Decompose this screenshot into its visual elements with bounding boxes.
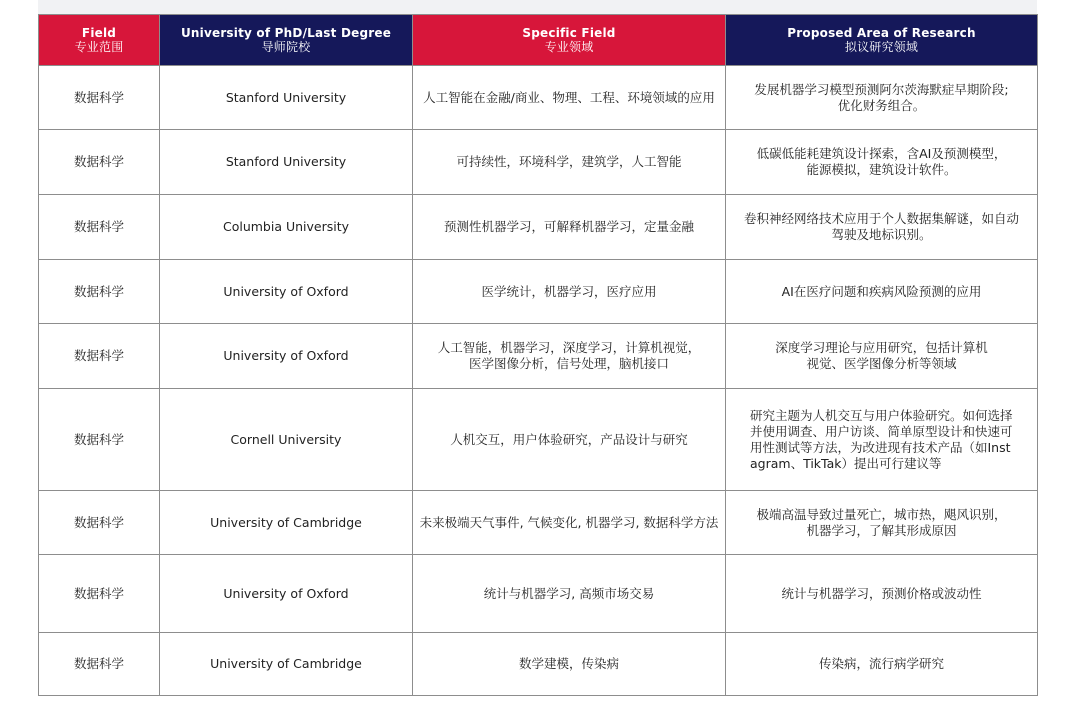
cell-specific-field-line: 人工智能，机器学习，深度学习，计算机视觉， bbox=[437, 340, 701, 355]
header-field bbox=[39, 15, 160, 66]
header-research-area bbox=[726, 15, 1038, 66]
cell-specific-field bbox=[413, 260, 726, 324]
cell-field bbox=[39, 324, 160, 389]
cell-research-area-line: 驾驶及地标识别。 bbox=[831, 227, 932, 242]
cell-specific-field bbox=[413, 491, 726, 555]
cell-research-area-line: 深度学习理论与应用研究，包括计算机 bbox=[775, 340, 988, 355]
cell-research-area-line: 卷积神经网络技术应用于个人数据集解谜，如自动 bbox=[743, 211, 1019, 226]
cell-field bbox=[39, 195, 160, 260]
top-banner-strip bbox=[38, 0, 1037, 14]
cell-specific-field-line: 预测性机器学习，可解释机器学习，定量金融 bbox=[443, 219, 694, 234]
cell-research-area bbox=[726, 324, 1038, 389]
cell-university bbox=[160, 66, 413, 130]
cell-field bbox=[39, 633, 160, 696]
cell-specific-field-line: 统计与机器学习, 高频市场交易 bbox=[483, 585, 655, 601]
cell-university bbox=[160, 195, 413, 260]
cell-research-area-line: 研究主题为人机交互与用户体验研究。如何选择 bbox=[750, 407, 1013, 423]
cell-research-area-line: 传染病，流行病学研究 bbox=[818, 656, 944, 671]
table-row bbox=[39, 555, 1038, 633]
cell-research-area-line: 统计与机器学习，预测价格或波动性 bbox=[781, 585, 982, 601]
table-row bbox=[39, 195, 1038, 260]
cell-university-line: Columbia University bbox=[222, 219, 350, 234]
cell-specific-field bbox=[413, 66, 726, 130]
cell-university bbox=[160, 130, 413, 195]
cell-field bbox=[39, 130, 160, 195]
cell-field-line: 数据科学 bbox=[73, 431, 124, 447]
header-university-cn: 导师院校 bbox=[261, 40, 311, 54]
header-university-en: University of PhD/Last Degree bbox=[180, 26, 392, 40]
table-row bbox=[39, 389, 1038, 491]
cell-research-area-line: 能源模拟，建筑设计软件。 bbox=[806, 162, 957, 177]
cell-research-area bbox=[726, 66, 1038, 130]
cell-research-area bbox=[726, 260, 1038, 324]
cell-university bbox=[160, 389, 413, 491]
cell-specific-field bbox=[413, 555, 726, 633]
cell-research-area-line: 优化财务组合。 bbox=[837, 97, 926, 113]
cell-university bbox=[160, 633, 413, 696]
header-research-area-cn: 拟议研究领域 bbox=[844, 40, 919, 54]
cell-field-line: 数据科学 bbox=[73, 348, 124, 363]
cell-research-area-line: 极端高温导致过量死亡，城市热，飓风识别， bbox=[756, 506, 1007, 522]
header-specific-field-en: Specific Field bbox=[522, 26, 616, 40]
cell-university-line: Stanford University bbox=[225, 154, 347, 169]
cell-research-area-line: AI在医疗问题和疾病风险预测的应用 bbox=[781, 283, 982, 299]
cell-university-line: University of Oxford bbox=[223, 348, 349, 363]
cell-specific-field-line: 可持续性，环境科学，建筑学，人工智能 bbox=[456, 154, 682, 169]
cell-field-line: 数据科学 bbox=[73, 656, 124, 671]
cell-university bbox=[160, 555, 413, 633]
cell-research-area-line: 视觉、医学图像分析等领域 bbox=[806, 356, 957, 371]
cell-research-area-line: 发展机器学习模型预测阿尔茨海默症早期阶段; bbox=[754, 81, 1009, 97]
cell-university bbox=[160, 260, 413, 324]
cell-field-line: 数据科学 bbox=[73, 154, 124, 169]
cell-field bbox=[39, 555, 160, 633]
cell-specific-field bbox=[413, 130, 726, 195]
cell-research-area bbox=[726, 389, 1038, 491]
cell-field-line: 数据科学 bbox=[73, 219, 124, 234]
cell-specific-field bbox=[413, 633, 726, 696]
cell-field-line: 数据科学 bbox=[73, 585, 124, 601]
table-row bbox=[39, 260, 1038, 324]
cell-research-area-line: agram、TikTak）提出可行建议等 bbox=[750, 455, 942, 471]
cell-research-area bbox=[726, 633, 1038, 696]
cell-specific-field-line: 人工智能在金融/商业、物理、工程、环境领域的应用 bbox=[423, 89, 715, 105]
table-header-row bbox=[39, 15, 1038, 66]
cell-specific-field bbox=[413, 195, 726, 260]
cell-research-area bbox=[726, 195, 1038, 260]
cell-specific-field bbox=[413, 389, 726, 491]
header-specific-field-cn: 专业领域 bbox=[544, 40, 594, 54]
cell-research-area-line: 用性测试等方法，为改进现有技术产品（如Inst bbox=[750, 439, 1011, 455]
cell-research-area bbox=[726, 130, 1038, 195]
header-specific-field bbox=[413, 15, 726, 66]
table-row bbox=[39, 324, 1038, 389]
cell-university-line: Stanford University bbox=[225, 89, 347, 105]
cell-university-line: University of Oxford bbox=[223, 283, 349, 299]
cell-field bbox=[39, 66, 160, 130]
table-row bbox=[39, 66, 1038, 130]
cell-specific-field-line: 医学统计，机器学习，医疗应用 bbox=[481, 283, 657, 299]
research-table bbox=[38, 14, 1038, 696]
cell-university-line: University of Cambridge bbox=[210, 514, 362, 530]
cell-field bbox=[39, 491, 160, 555]
cell-field bbox=[39, 389, 160, 491]
cell-field-line: 数据科学 bbox=[73, 514, 124, 530]
header-field-en: Field bbox=[81, 26, 117, 40]
cell-university-line: University of Oxford bbox=[223, 585, 349, 601]
cell-specific-field-line: 人机交互，用户体验研究，产品设计与研究 bbox=[450, 431, 688, 447]
header-research-area-en: Proposed Area of Research bbox=[787, 26, 976, 40]
cell-specific-field-line: 医学图像分析，信号处理，脑机接口 bbox=[468, 356, 669, 371]
cell-research-area bbox=[726, 491, 1038, 555]
cell-university-line: Cornell University bbox=[230, 431, 342, 447]
header-field-cn: 专业范围 bbox=[74, 40, 124, 54]
cell-research-area-line: 机器学习，了解其形成原因 bbox=[806, 522, 957, 538]
cell-university bbox=[160, 491, 413, 555]
cell-field-line: 数据科学 bbox=[73, 89, 124, 105]
cell-research-area bbox=[726, 555, 1038, 633]
cell-specific-field-line: 数学建模，传染病 bbox=[518, 656, 619, 671]
table-row bbox=[39, 491, 1038, 555]
table-row bbox=[39, 633, 1038, 696]
cell-university bbox=[160, 324, 413, 389]
cell-specific-field-line: 未来极端天气事件, 气候变化, 机器学习, 数据科学方法 bbox=[419, 514, 719, 530]
header-university bbox=[160, 15, 413, 66]
cell-field bbox=[39, 260, 160, 324]
cell-research-area-line: 低碳低能耗建筑设计探索，含AI及预测模型， bbox=[756, 146, 1007, 161]
table-row bbox=[39, 130, 1038, 195]
cell-specific-field bbox=[413, 324, 726, 389]
cell-university-line: University of Cambridge bbox=[210, 656, 362, 671]
cell-research-area-line: 并使用调查、用户访谈、简单原型设计和快速可 bbox=[750, 423, 1013, 439]
cell-field-line: 数据科学 bbox=[73, 283, 124, 299]
